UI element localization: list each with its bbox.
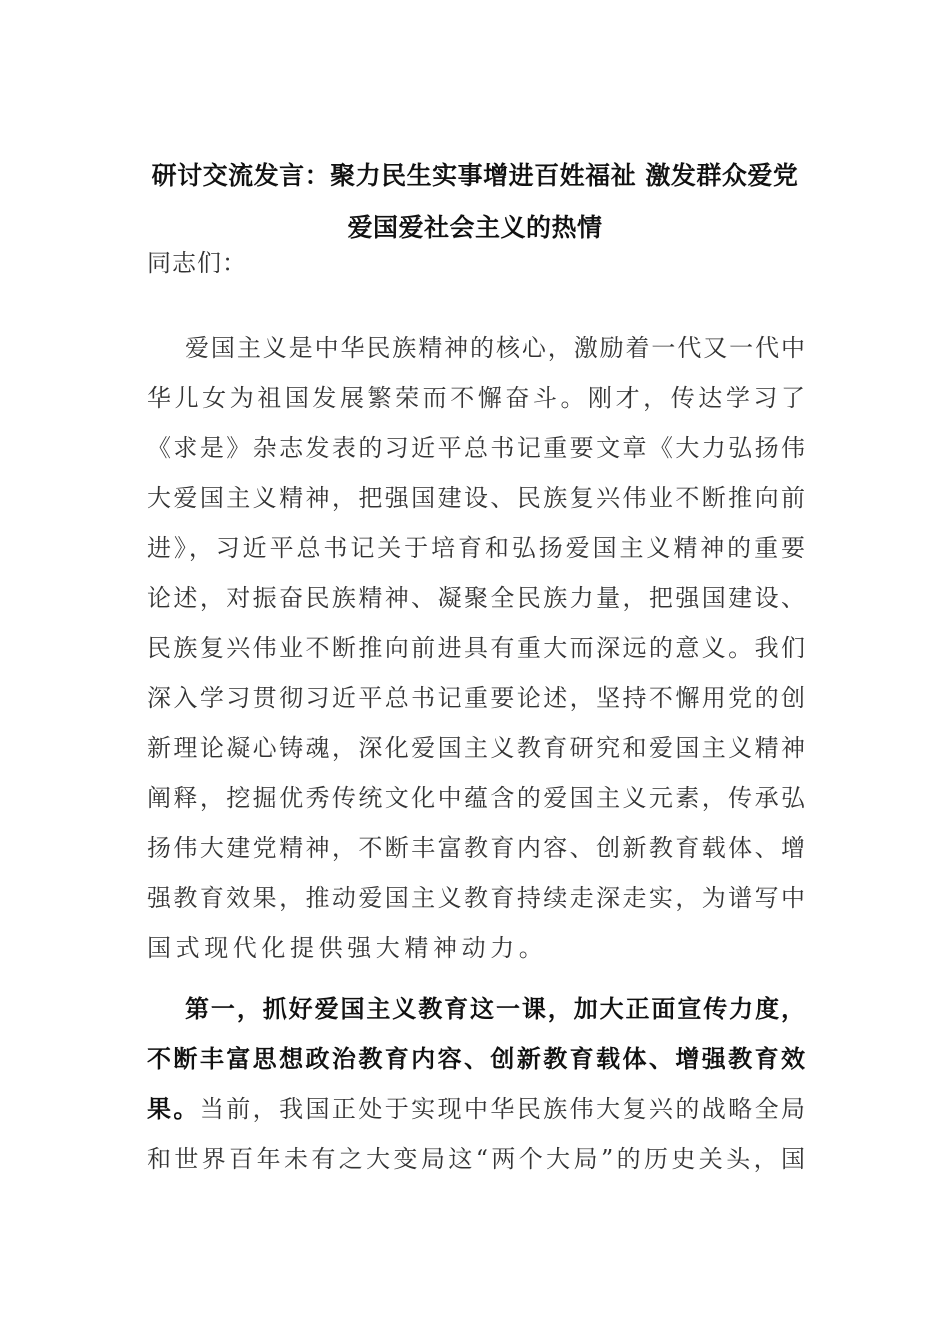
- paragraph-line: 扬伟大建党精神，不断丰富教育内容、创新教育载体、增: [147, 834, 805, 862]
- paragraph-line: 新理论凝心铸魂，深化爱国主义教育研究和爱国主义精神: [147, 734, 805, 762]
- title-line-1: 研讨交流发言：聚力民生实事增进百姓福祉 激发群众爱党: [151, 161, 799, 190]
- paragraph-line: 进》，习近平总书记关于培育和弘扬爱国主义精神的重要: [147, 534, 805, 562]
- greeting: 同志们：: [147, 249, 247, 277]
- document-title: [140, 150, 810, 254]
- paragraph-line: 和世界百年未有之大变局这“两个大局”的历史关头，国: [147, 1145, 805, 1173]
- paragraph-line: 深入学习贯彻习近平总书记重要论述，坚持不懈用党的创: [147, 684, 805, 712]
- paragraph-line: 论述，对振奋民族精神、凝聚全民族力量，把强国建设、: [147, 584, 805, 612]
- paragraph-line: 强教育效果，推动爱国主义教育持续走深走实，为谱写中: [147, 884, 805, 912]
- paragraph-text: 当前，我国正处于实现中华民族伟大复兴的战略全局: [199, 1095, 805, 1123]
- bold-heading-end: 果。: [147, 1095, 200, 1123]
- paragraph-line: 大爱国主义精神，把强国建设、民族复兴伟业不断推向前: [147, 484, 805, 512]
- paragraph-line: 爱国主义是中华民族精神的核心，激励着一代又一代中: [185, 334, 805, 362]
- paragraph-line: 阐释，挖掘优秀传统文化中蕴含的爱国主义元素，传承弘: [147, 784, 805, 812]
- paragraph-line: [147, 1084, 805, 1134]
- paragraph-line: 国式现代化提供强大精神动力。: [147, 934, 548, 962]
- bold-heading-line: 不断丰富思想政治教育内容、创新教育载体、增强教育效: [147, 1045, 805, 1073]
- paragraph-line: 《求是》杂志发表的习近平总书记重要文章《大力弘扬伟: [147, 434, 805, 462]
- paragraph-line: 华儿女为祖国发展繁荣而不懈奋斗。刚才，传达学习了: [147, 384, 805, 412]
- bold-heading-line: 第一，抓好爱国主义教育这一课，加大正面宣传力度，: [185, 995, 805, 1023]
- paragraph-line: 民族复兴伟业不断推向前进具有重大而深远的意义。我们: [147, 634, 805, 662]
- paragraph-1: [147, 323, 805, 973]
- paragraph-2: [147, 984, 805, 1184]
- title-line-2: 爱国爱社会主义的热情: [347, 213, 603, 242]
